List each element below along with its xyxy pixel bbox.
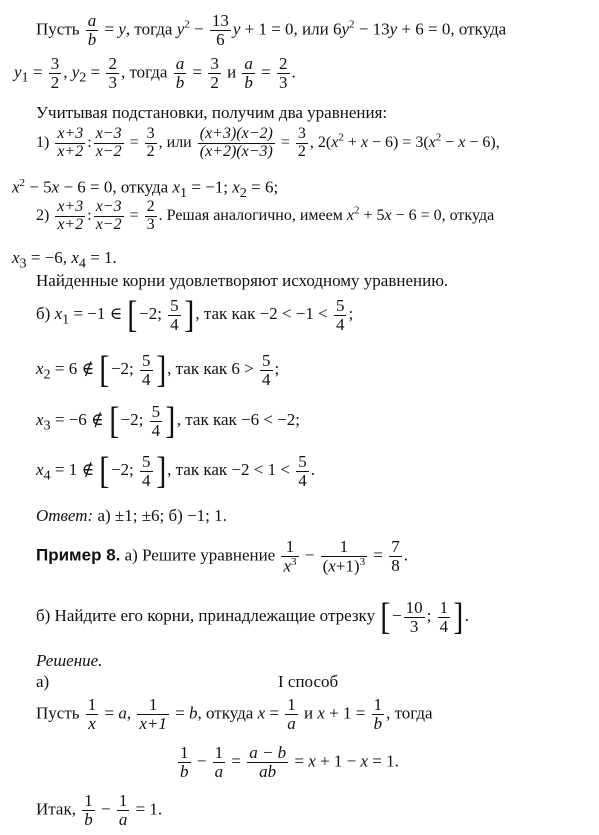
example-8-line: Пример 8. а) Решите уравнение $\frac{1}{x^3}$ − $\frac{1}{(x+1)^3}$ = $\frac{7}{8}$ . (36, 537, 408, 576)
line-4: 1) $\frac{x+3}{x+2}$ : $\frac{x-3}{x-2}$ = $\frac{3}{2}$ , или $\frac{(x+3)(x-2)}{(x+2)(x-3)}$ = $\frac{3}{2}$ , $2(x^2 + x - 6) = 3(x^2 - x - 6)$, (36, 125, 500, 160)
solution-heading: Решение. (36, 651, 103, 670)
line-9: б) $x_1 = -1$ ∈ [−2; $\frac{5}{4}$ ], так как −2 < −1 < $\frac{5}{4}$ ; (36, 294, 354, 336)
line-2: $y_1$ = $\frac{3}{2}$ , $y_2$ = $\frac{2}{3}$ , тогда $\frac{a}{b}$ = $\frac{3}{2}$ и $\frac{a}{b}$ = $\frac{2}{3}$ . (14, 54, 296, 92)
line-11: $x_3 = -6$ ∉ [−2; $\frac{5}{4}$ ], так как −6 < −2; (36, 400, 300, 442)
line-17-label: а) (36, 672, 50, 691)
line-7: $x_3 = -6$, $x_4 = 1$. (12, 248, 117, 272)
line-6: 2) $\frac{x+3}{x+2}$ : $\frac{x-3}{x-2}$ = $\frac{2}{3}$ . Решая аналогично, имеем $x^2 + 5x - 6 = 0$, откуда (36, 198, 495, 233)
line-19: $\frac{1}{b}$ − $\frac{1}{a}$ = $\frac{a - b}{ab}$ = x + 1 − x = 1. (180, 743, 399, 781)
line-8: Найденные корни удовлетворяют исходному уравнению. (36, 271, 449, 290)
line-3: Учитывая подстановки, получим два уравнения: (36, 103, 388, 122)
line-18: Пусть $\frac{1}{x}$ = a, $\frac{1}{x+1}$ = b, откуда x = $\frac{1}{a}$ и x + 1 = $\frac{1}{b}$ , тогда (36, 695, 433, 733)
line-20: Итак, $\frac{1}{b}$ − $\frac{1}{a}$ = 1. (36, 791, 163, 829)
line-10: $x_2 = 6$ ∉ [−2; $\frac{5}{4}$ ], так как 6 > $\frac{5}{4}$ ; (36, 349, 280, 391)
line-1: Пусть $\frac{a}{b}$ = y, тогда $y^2$ − $\frac{13}{6}$ y + 1 = 0, или $6y^2 - 13y + 6 = 0$, откуда (36, 11, 507, 49)
line-5: $x^2 - 5x - 6 = 0$, откуда $x_1 = -1$; $x_2 = 6$; (12, 177, 279, 202)
answer-line: Ответ: а) ±1; ±6; б) −1; 1. (36, 506, 227, 525)
line-12: $x_4 = 1$ ∉ [−2; $\frac{5}{4}$ ], так как −2 < 1 < $\frac{5}{4}$ . (36, 450, 315, 492)
line-15: б) Найдите его корни, принадлежащие отрезку [− $\frac{10}{3}$ ; $\frac{1}{4}$ ]. (36, 596, 469, 638)
method-heading: I способ (278, 672, 339, 691)
